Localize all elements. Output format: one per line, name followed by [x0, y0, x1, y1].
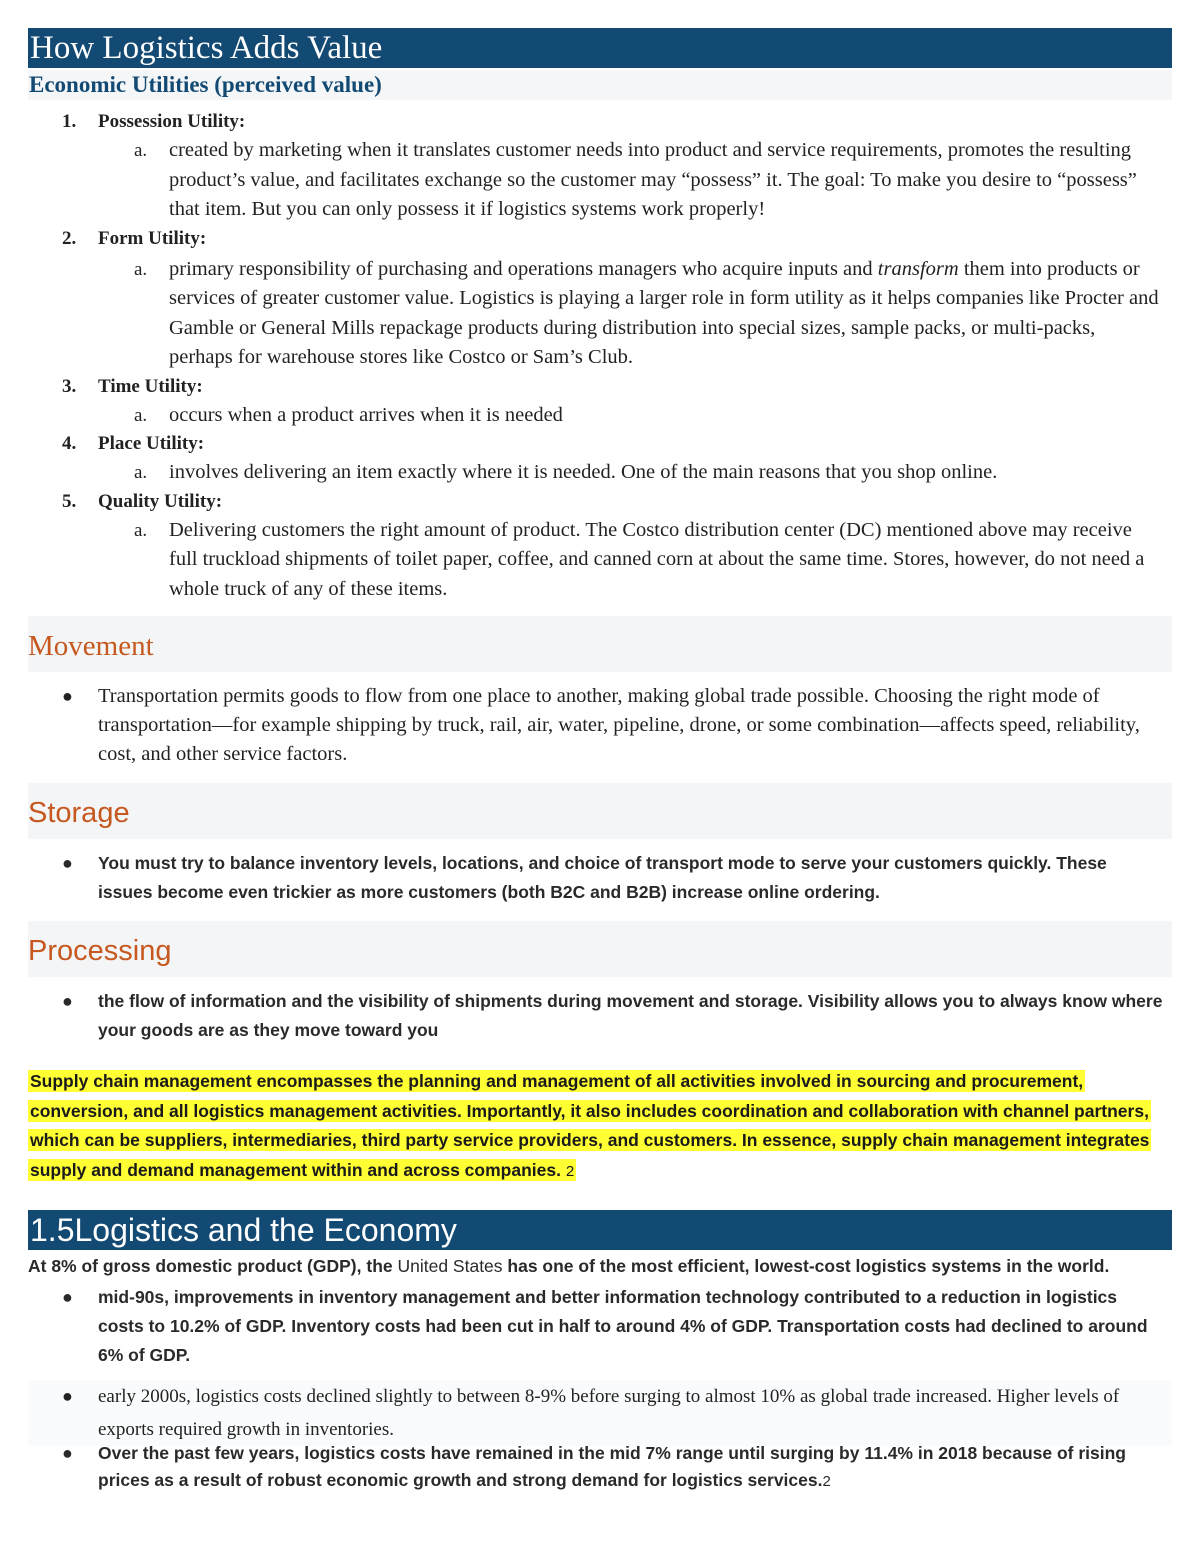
utility-description	[28, 255, 1172, 373]
utility-text: created by marketing when it translates customer needs into product and service requirements, promotes the resulting product’s value, and facilitates exchange so the customer may “possess” it. The goal: To make you desire to “possess” that item. But you can only possess it if logistics systems work properly!	[169, 139, 1137, 220]
utility-name: Place Utility:	[98, 433, 205, 454]
bullet-text: mid-90s, improvements in inventory management and better information technology contributed to a reduction in logistics costs to 10.2% of GDP. Inventory costs had been cut in half to around 4% of GDP. Transportation costs had declined to around 6% of GDP.	[98, 1287, 1148, 1365]
page-title: How Logistics Adds Value	[28, 28, 1172, 68]
utility-text: involves delivering an item exactly where it is needed. One of the main reasons that you shop online.	[169, 461, 998, 483]
processing-heading: Processing	[28, 921, 1172, 977]
intro-text-end: has one of the most efficient, lowest-cost logistics systems in the world.	[502, 1256, 1110, 1276]
bullet-icon: ●	[62, 1386, 73, 1406]
utility-heading	[28, 373, 1172, 401]
list-item	[28, 430, 1172, 488]
utility-heading	[28, 488, 1172, 516]
utility-heading	[28, 430, 1172, 458]
list-letter: a.	[134, 462, 148, 483]
economy-intro	[28, 1252, 1172, 1281]
bullet-text: You must try to balance inventory levels, locations, and choice of transport mode to serve your customers quickly. These issues become even trickier as more customers (both B2C and B2B) increase online ordering.	[98, 853, 1107, 902]
economy-bullet	[28, 1380, 1172, 1446]
list-item	[28, 373, 1172, 431]
list-letter: a.	[134, 404, 148, 426]
utility-description	[28, 136, 1172, 225]
processing-bullet	[28, 987, 1172, 1045]
utility-description	[28, 516, 1172, 605]
bullet-icon: ●	[62, 1287, 73, 1307]
list-letter: a.	[134, 519, 148, 541]
movement-heading: Movement	[28, 616, 1172, 672]
list-item	[28, 108, 1172, 225]
highlight-text: Supply chain management encompasses the planning and management of all activities involved in sourcing and procurement, conversion, and all logistics management activities. Importantly, it also includes coordination and collaboration with channel partners, which can be suppliers, intermediaries, third party service providers, and customers. In essence, supply chain management integrates supply and demand management within and across companies.	[30, 1071, 1150, 1180]
utility-text-start: primary responsibility of purchasing and operations managers who acquire inputs and	[169, 257, 878, 280]
list-number: 2.	[62, 227, 77, 249]
bullet-icon: ●	[62, 1443, 73, 1463]
utilities-list	[28, 108, 1172, 604]
utility-text: Delivering customers the right amount of product. The Costco distribution center (DC) mentioned above may receive full truckload shipments of toilet paper, coffee, and canned corn at about the same time. Stores, however, do not need a whole truck of any of these items.	[169, 518, 1145, 600]
list-item	[28, 225, 1172, 373]
utility-name: Possession Utility:	[98, 111, 246, 132]
storage-heading: Storage	[28, 783, 1172, 839]
bullet-text: early 2000s, logistics costs declined slightly to between 8-9% before surging to almost 10% as global trade increased. Higher levels of exports required growth in inventories.	[98, 1386, 1120, 1440]
bullet-icon: ●	[62, 686, 73, 706]
utility-heading	[28, 225, 1172, 253]
bullet-icon: ●	[62, 853, 73, 873]
highlighted-definition	[28, 1067, 1172, 1186]
bullet-icon: ●	[62, 991, 73, 1011]
intro-text-country: United States	[397, 1256, 503, 1276]
bullet-text: Transportation permits goods to flow from one place to another, making global trade possible. Choosing the right mode of transportation—for example shipping by truck, rail, air, water, pipeline, drone, or some combination—affects speed, reliability, cost, and other service factors.	[98, 685, 1140, 765]
utility-description	[28, 401, 1172, 431]
utility-text-end: them into products or services of greater customer value. Logistics is playing a larger role in form utility as it helps companies like Procter and Gamble or General Mills repackage products during distribution into special sizes, sample packs, or multi-packs, perhaps for warehouse stores like Costco or Sam’s Club.	[169, 257, 1159, 368]
utility-name: Time Utility:	[98, 375, 203, 397]
utility-text: occurs when a product arrives when it is needed	[169, 403, 563, 426]
footnote-reference: 2	[565, 1162, 575, 1180]
movement-bullet	[28, 682, 1172, 769]
section-subtitle: Economic Utilities (perceived value)	[28, 70, 1172, 100]
bullet-text: the flow of information and the visibility of shipments during movement and storage. Visibility allows you to always know where your goods are as they move toward you	[98, 991, 1163, 1040]
list-number: 4.	[62, 433, 77, 454]
utility-name: Quality Utility:	[98, 490, 223, 512]
intro-text-start: At 8% of gross domestic product (GDP), the	[28, 1256, 398, 1276]
utility-description	[28, 458, 1172, 488]
bullet-text: Over the past few years, logistics costs have remained in the mid 7% range until surging by 11.4% in 2018 because of rising prices as a result of robust economic growth and strong demand for logistics services.	[98, 1443, 1126, 1490]
list-number: 5.	[62, 490, 77, 512]
list-letter: a.	[134, 258, 148, 280]
utility-text-italic: transform	[877, 257, 959, 280]
economy-bullet	[28, 1440, 1172, 1495]
list-letter: a.	[134, 140, 148, 161]
list-number: 3.	[62, 375, 77, 397]
economy-heading: 1.5Logistics and the Economy	[28, 1210, 1172, 1250]
list-number: 1.	[62, 111, 77, 132]
document-page	[28, 28, 1172, 1495]
footnote-reference: 2	[822, 1473, 831, 1490]
utility-name: Form Utility:	[98, 227, 207, 249]
utility-heading	[28, 108, 1172, 136]
economy-bullet	[28, 1283, 1172, 1370]
storage-bullet	[28, 849, 1172, 907]
list-item	[28, 488, 1172, 605]
